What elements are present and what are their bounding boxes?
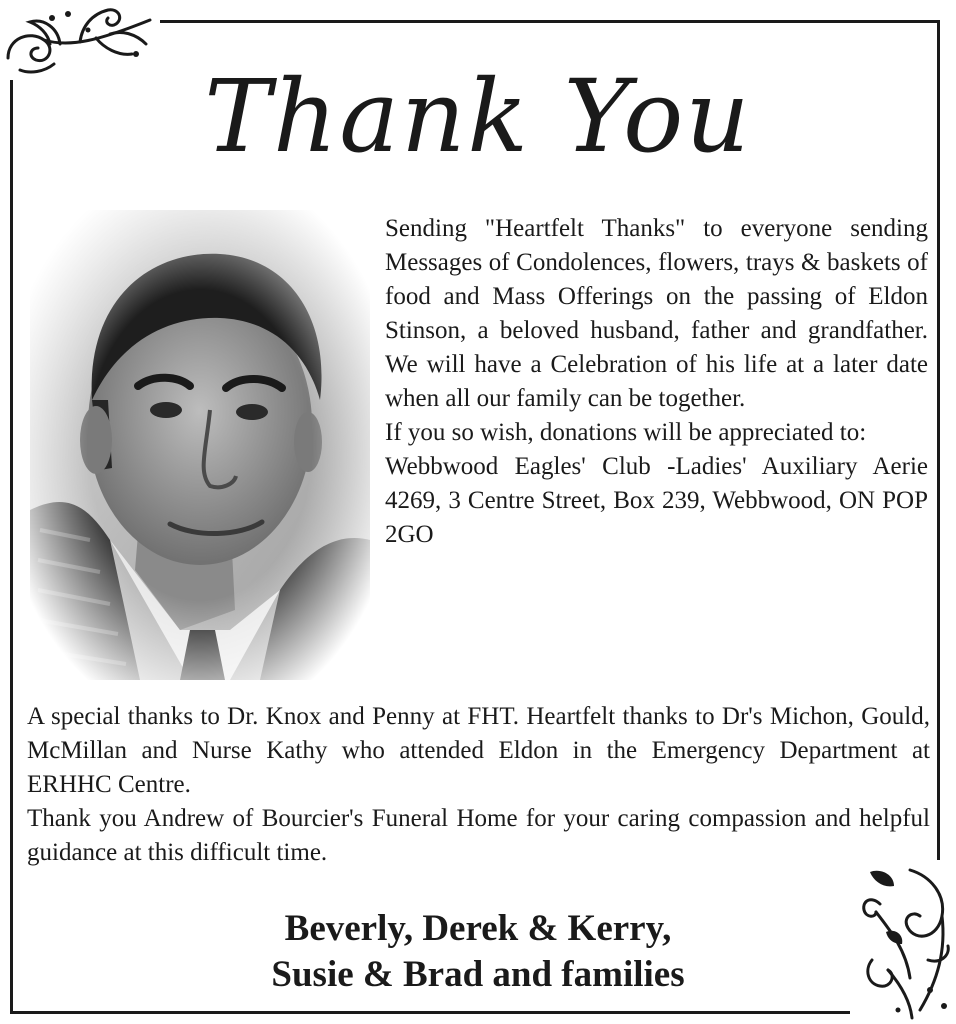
message-paragraph-address: Webbwood Eagles' Club -Ladies' Auxiliary Aerie 4269, 3 Centre Street, Box 239, Webbwood, ON POP 2GO (385, 453, 928, 548)
signature-line-2: Susie & Brad and families (271, 954, 685, 995)
message-paragraph-donations: If you so wish, donations will be appreciated to: (385, 419, 867, 446)
thank-you-message (385, 212, 928, 552)
page-title: Thank You (204, 58, 752, 175)
funeral-home-thanks-paragraph: Thank you Andrew of Bourcier's Funeral Home for your caring compassion and helpful guidance at this difficult time. (27, 805, 930, 866)
portrait-photo (30, 210, 370, 680)
special-thanks (27, 700, 930, 870)
family-signature (0, 906, 956, 998)
message-paragraph-main: Sending "Heartfelt Thanks" to everyone sending Messages of Condolences, flowers, trays & baskets of food and Mass Offerings on the passing of Eldon Stinson, a beloved husband, father and grandfather. We will have a Celebration of his life at a later date when all our family can be together. (385, 215, 928, 412)
signature-line-1: Beverly, Derek & Kerry, (284, 908, 672, 949)
special-thanks-paragraph: A special thanks to Dr. Knox and Penny at FHT. Heartfelt thanks to Dr's Michon, Gould, McMillan and Nurse Kathy who attended Eldon in the Emergency Department at ERHHC Centre. (27, 703, 930, 798)
